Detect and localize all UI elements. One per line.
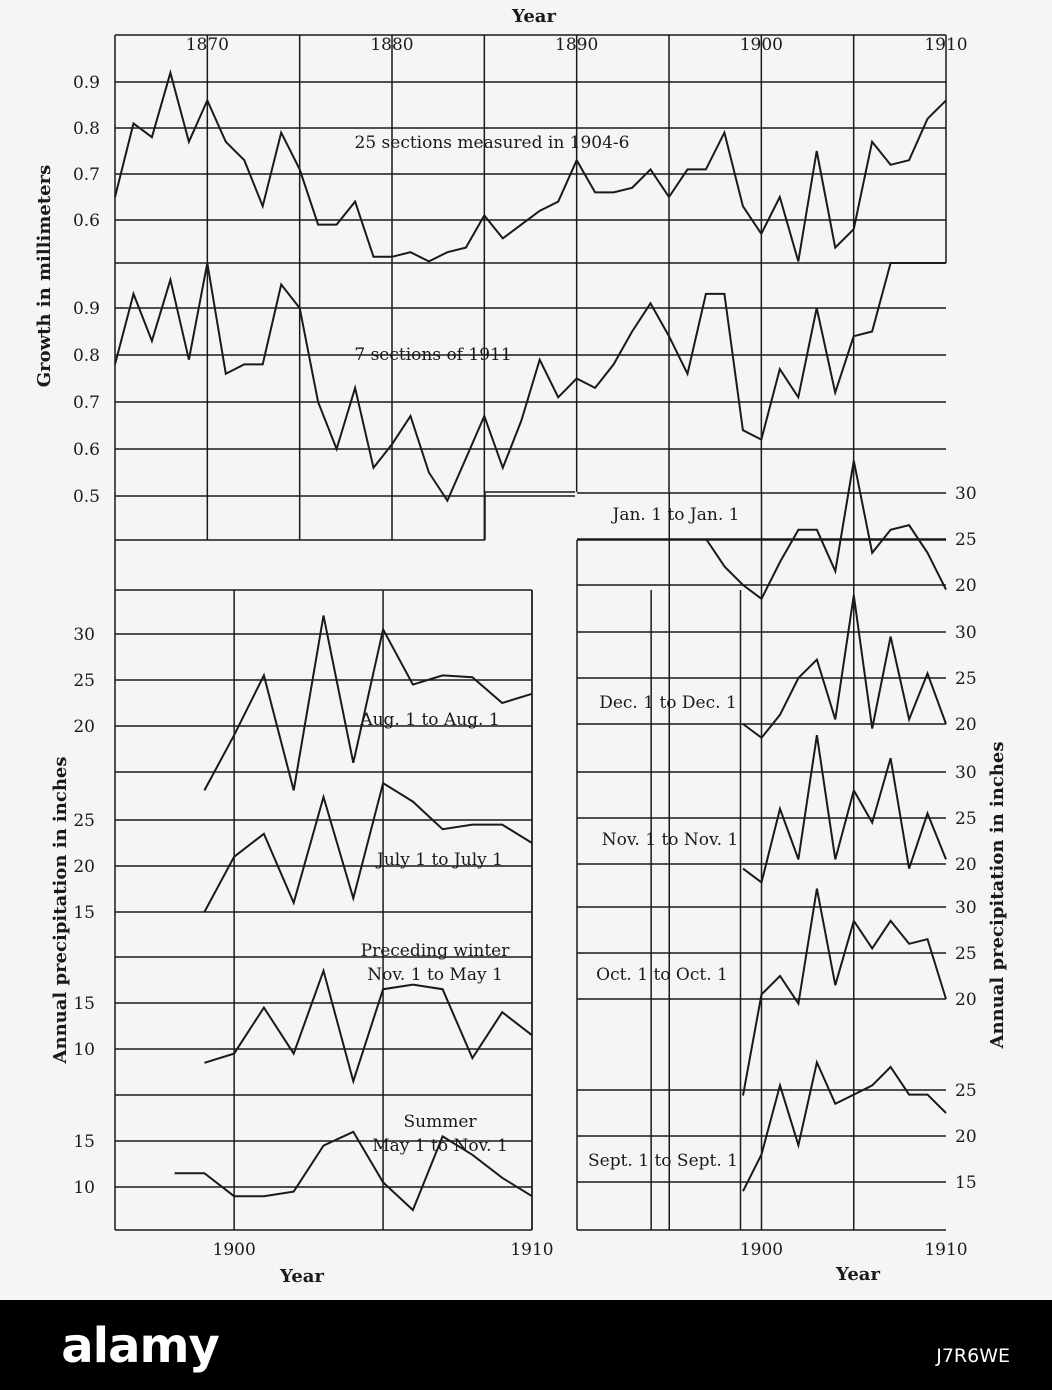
precip-right-x-tick-label-1900: 1900 (739, 1240, 784, 1260)
growth-s2-y-tick-0.5: 0.5 (72, 487, 100, 507)
series-label-preceding-winter: Preceding winter (360, 941, 510, 961)
series-label-jan-1-to-jan-1: Jan. 1 to Jan. 1 (612, 505, 740, 525)
precip-left-y-tick-july-1-to-july-1-25: 25 (73, 811, 95, 831)
precip-left-y-tick-aug-1-to-aug-1-20: 20 (73, 717, 95, 737)
precip-right-y-tick-dec-1-to-dec-1-20: 20 (955, 715, 977, 735)
precip-left-x-tick-label-1900: 1900 (212, 1240, 256, 1260)
series-label-nov-1-to-may-1: Nov. 1 to May 1 (367, 965, 503, 985)
growth-s1-y-tick-0.8: 0.8 (72, 119, 100, 139)
precip-left-y-tick-preceding-winter-nov-1-to-may-1-10: 10 (73, 1040, 95, 1060)
precip-right-y-tick-nov-1-to-nov-1-30: 30 (955, 763, 977, 783)
growth-s2-y-tick-0.6: 0.6 (72, 440, 100, 460)
series-label-oct-1-to-oct-1: Oct. 1 to Oct. 1 (596, 965, 728, 985)
precip-right-x-tick-label-1910: 1910 (924, 1240, 968, 1260)
series-label-dec-1-to-dec-1: Dec. 1 to Dec. 1 (599, 693, 737, 713)
series-line-july-1-to-july-1 (204, 783, 532, 912)
series-label-7-sections-of-1911: 7 sections of 1911 (354, 345, 512, 365)
precip-right-y-tick-jan-1-to-jan-1-30: 30 (955, 484, 977, 504)
precip-right-y-tick-nov-1-to-nov-1-20: 20 (955, 855, 977, 875)
precip-left-y-tick-summer-may-1-to-nov-1-10: 10 (73, 1178, 95, 1198)
precip-right-y-tick-sept-1-to-sept-1-25: 25 (955, 1081, 977, 1101)
growth-x-axis-label: Year (512, 6, 556, 27)
growth-s2-y-tick-0.7: 0.7 (72, 393, 100, 413)
growth-y-axis-label: Growth in millimeters (34, 164, 55, 388)
precip-right-y-tick-jan-1-to-jan-1-20: 20 (955, 576, 977, 596)
series-label-july-1-to-july-1: July 1 to July 1 (377, 850, 503, 870)
series-line-preceding-winter-nov-1-to-may-1 (204, 971, 532, 1081)
series-line-25-sections-measured-in-1904-6 (115, 73, 946, 262)
series-line-7-sections-of-1911 (115, 263, 946, 501)
series-line-aug-1-to-aug-1 (204, 616, 532, 791)
growth-s2-y-tick-0.9: 0.9 (72, 299, 100, 319)
precip-right-y-tick-oct-1-to-oct-1-20: 20 (955, 990, 977, 1010)
precip-right-y-tick-sept-1-to-sept-1-20: 20 (955, 1127, 977, 1147)
precip-left-x-tick-label-1910: 1910 (510, 1240, 554, 1260)
growth-s1-y-tick-0.7: 0.7 (72, 165, 100, 185)
precip-left-y-axis-label: Annual precipitation in inches (50, 756, 71, 1064)
series-line-oct-1-to-oct-1 (743, 889, 946, 1096)
series-line-sept-1-to-sept-1 (743, 1062, 946, 1191)
growth-s1-y-tick-0.9: 0.9 (72, 73, 100, 93)
growth-x-tick-label-1900: 1900 (739, 35, 783, 55)
precip-left-y-tick-july-1-to-july-1-20: 20 (73, 857, 95, 877)
growth-s2-y-tick-0.8: 0.8 (72, 346, 100, 366)
growth-x-tick-label-1890: 1890 (555, 35, 599, 55)
precip-right-y-tick-oct-1-to-oct-1-25: 25 (955, 944, 977, 964)
series-label-aug-1-to-aug-1: Aug. 1 to Aug. 1 (360, 710, 500, 730)
precip-left-y-tick-aug-1-to-aug-1-30: 30 (73, 625, 95, 645)
series-label-sept-1-to-sept-1: Sept. 1 to Sept. 1 (588, 1151, 738, 1171)
precip-left-y-tick-summer-may-1-to-nov-1-15: 15 (73, 1132, 95, 1152)
growth-x-tick-label-1880: 1880 (370, 35, 414, 55)
precip-right-y-axis-label: Annual precipitation in inches (987, 741, 1008, 1049)
precip-right-y-tick-jan-1-to-jan-1-25: 25 (955, 530, 977, 550)
precip-right-x-axis-label: Year (836, 1264, 880, 1285)
series-line-nov-1-to-nov-1 (743, 735, 946, 882)
series-label-25-sections-measured-in-1904-6: 25 sections measured in 1904-6 (354, 133, 630, 153)
series-line-dec-1-to-dec-1 (743, 595, 946, 738)
precip-left-y-tick-preceding-winter-nov-1-to-may-1-15: 15 (73, 994, 95, 1014)
series-line-jan-1-to-jan-1 (706, 461, 946, 599)
precip-right-y-tick-dec-1-to-dec-1-25: 25 (955, 669, 977, 689)
growth-s1-y-tick-0.6: 0.6 (72, 211, 100, 231)
precip-right-y-tick-dec-1-to-dec-1-30: 30 (955, 623, 977, 643)
growth-x-tick-label-1870: 1870 (185, 35, 229, 55)
stock-logo (0, 1316, 280, 1376)
growth-x-tick-label-1910: 1910 (924, 35, 968, 55)
precip-left-y-tick-july-1-to-july-1-15: 15 (73, 903, 95, 923)
precip-left-y-tick-aug-1-to-aug-1-25: 25 (73, 671, 95, 691)
series-label-nov-1-to-nov-1: Nov. 1 to Nov. 1 (601, 830, 739, 850)
precip-right-y-tick-nov-1-to-nov-1-25: 25 (955, 809, 977, 829)
series-label-may-1-to-nov-1: May 1 to Nov. 1 (372, 1136, 508, 1156)
precip-right-y-tick-oct-1-to-oct-1-30: 30 (955, 898, 977, 918)
stock-logo-text: alamy (61, 1318, 219, 1374)
series-label-summer: Summer (403, 1112, 477, 1132)
precip-right-y-tick-sept-1-to-sept-1-15: 15 (955, 1173, 977, 1193)
precip-left-x-axis-label: Year (280, 1266, 324, 1287)
stock-image-id: J7R6WE (936, 1345, 1010, 1367)
